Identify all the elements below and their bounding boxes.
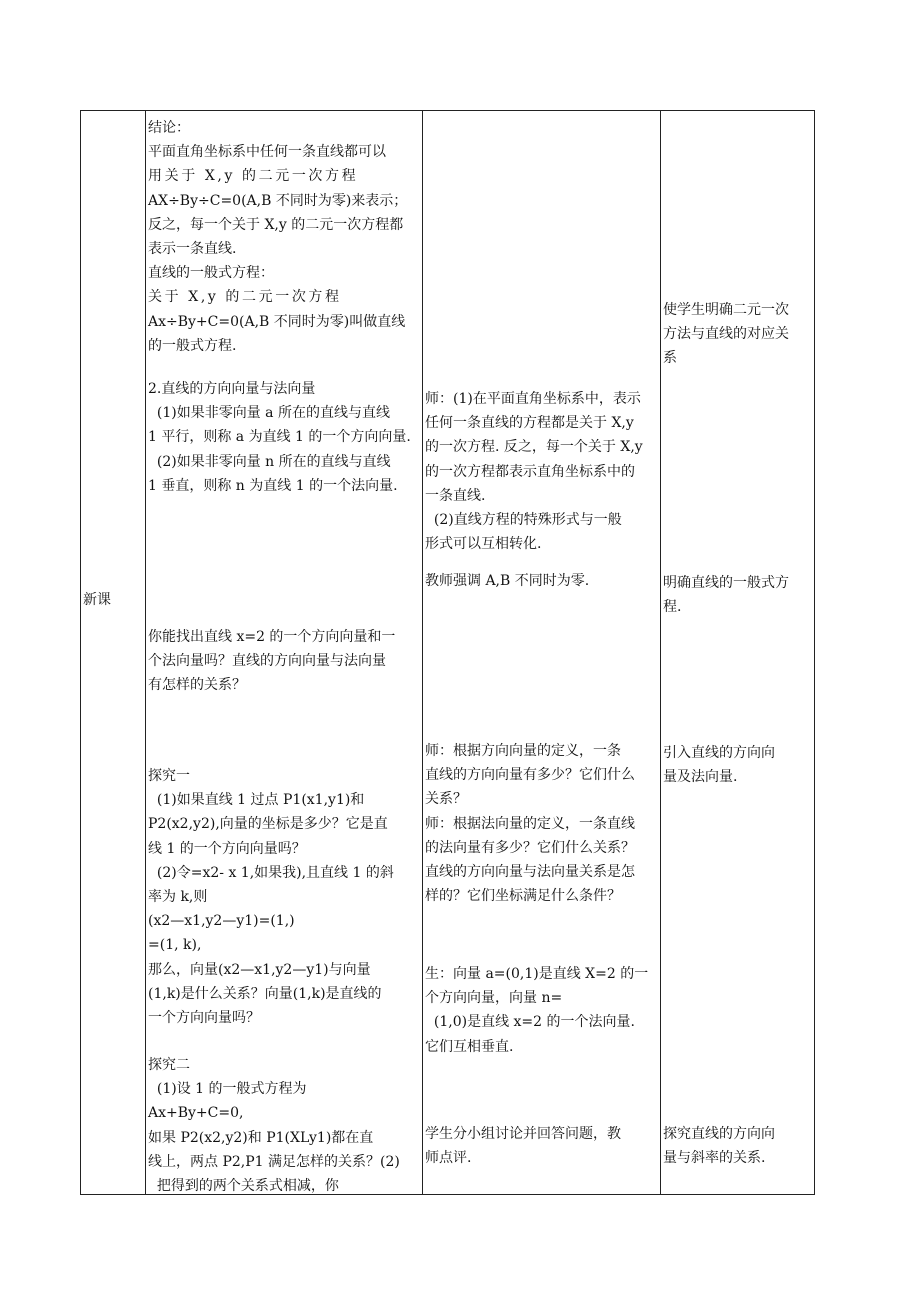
conclusion-block: 结论： 平面直角坐标系中任何一条直线都可以 用关于 X,y 的二元一次方程 AX÷By÷C=0(A,B 不同时为零)来表示； 反之，每一个关于 X,y 的二元一次方程都 表示一条直线. 直线的一般式方程： 关于 X,y 的二元一次方程 Ax÷By+C=0(A,B 不同时为零)叫做直线 的一般式方程. (148, 120, 408, 354)
explore-one-block: 探究一 (1)如果直线 1 过点 P1(x1,y1)和 P2(x2,y2),向量的坐标是多少？它是直 线 1 的一个方向向量吗？ (2)令=x2- x 1,如果我),且直线 1 的斜 率为 k,则 (x2—x1,y2—y1)=(1,) =(1, k), 那么，向量(x2—x1,y2—y1)与向量 (1,k)是什么关系？向量(1,k)是直线的 一个方向向量吗？ (148, 768, 394, 1027)
teacher-emphasis: 教师强调 A,B 不同时为零. (425, 573, 590, 589)
purpose-block-2: 明确直线的一般式方 程. (663, 575, 789, 616)
purpose-block-1: 使学生明确二元一次 方法与直线的对应关 系 (663, 302, 789, 367)
teacher-explanation-block: 师：(1)在平面直角坐标系中，表示 任何一条直线的方程都是关于 X,y 的一次方程. 反之，每一个关于 X,y 的一次方程都表示直角坐标系中的 一条直线. (2)直线方程的特殊形式与一般 形式可以互相转化. (425, 391, 643, 553)
group-discussion-block: 学生分小组讨论并回答问题，教 师点评. (425, 1126, 621, 1167)
column-divider (145, 111, 146, 1194)
teacher-questions-block: 师：根据方向向量的定义，一条 直线的方向向量有多少？它们什么 关系？ 师：根据法向量的定义，一条直线 的法向量有多少？它们什么关系？ 直线的方向向量与法向量关系是怎 样的？它们坐标满足什么条件？ (425, 743, 635, 905)
purpose-block-3: 引入直线的方向向 量及法向量. (663, 745, 775, 786)
direction-normal-vector-block: 2.直线的方向向量与法向量 (1)如果非零向量 a 所在的直线与直线 1 平行，则称 a 为直线 1 的一个方向向量. (2)如果非零向量 n 所在的直线与直线 1 垂直，则称 n 为直线 1 的一个法向量. (148, 381, 411, 494)
lesson-table (80, 110, 815, 1195)
question-block: 你能找出直线 x=2 的一个方向向量和一 个法向量吗？直线的方向向量与法向量 有怎样的关系？ (148, 629, 396, 694)
explore-two-block: 探究二 (1)设 1 的一般式方程为 Ax+By+C=0, 如果 P2(x2,y2)和 P1(XLy1)都在直 线上，两点 P2,P1 满足怎样的关系？(2) 把得到的两个关系式相减，你 (148, 1057, 400, 1195)
student-answer-block: 生：向量 a=(0,1)是直线 X=2 的一 个方向向量，向量 n= (1,0)是直线 x=2 的一个法向量. 它们互相垂直. (425, 966, 649, 1055)
row-label-new-lesson: 新课 (83, 592, 111, 608)
purpose-block-4: 探究直线的方向向 量与斜率的关系. (663, 1126, 775, 1167)
